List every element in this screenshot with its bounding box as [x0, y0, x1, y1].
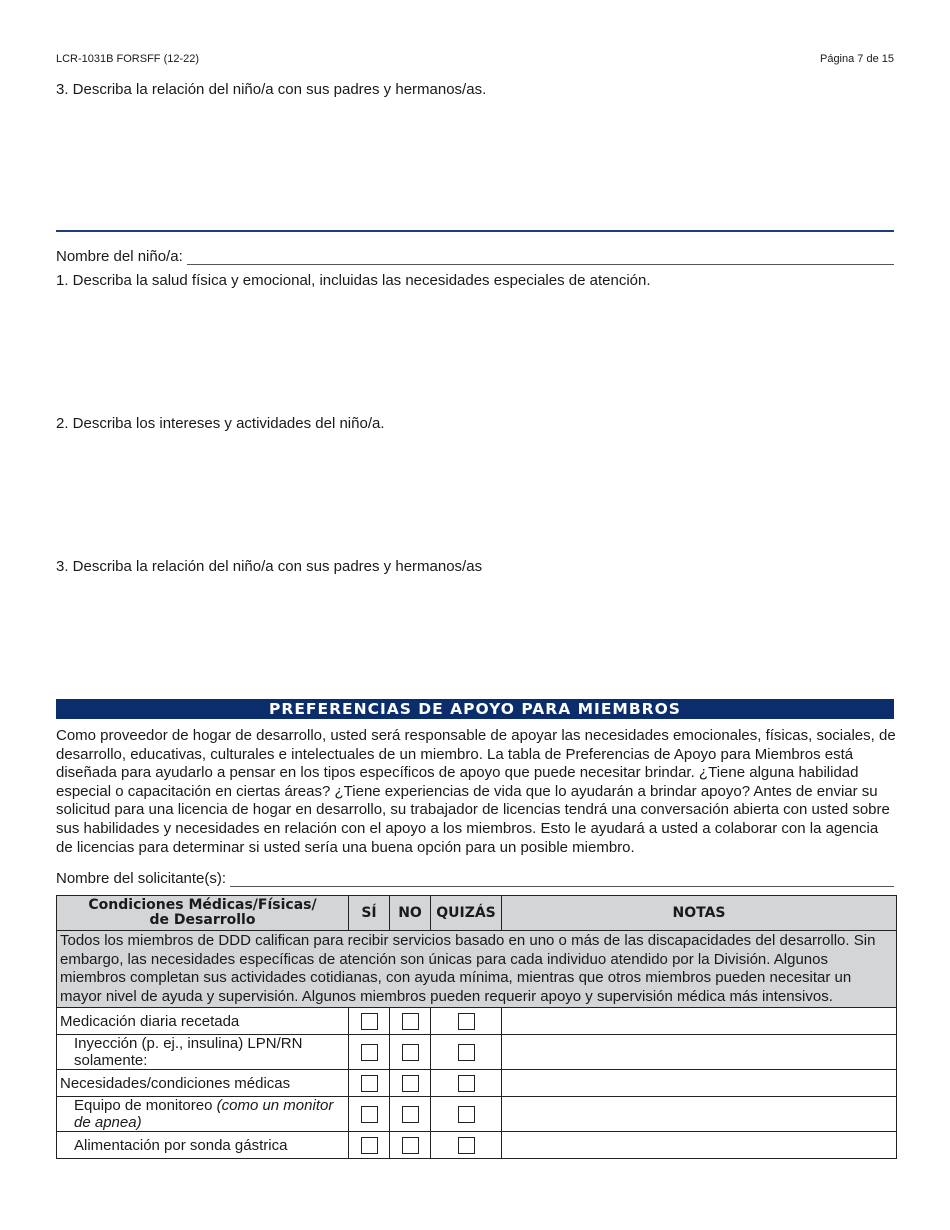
yes-checkbox[interactable]	[361, 1013, 378, 1030]
yes-checkbox[interactable]	[361, 1137, 378, 1154]
notes-cell[interactable]	[502, 1097, 897, 1132]
row-label-note: (como un monitor de apnea)	[74, 1097, 334, 1132]
maybe-checkbox[interactable]	[458, 1044, 475, 1061]
child-name-label: Nombre del niño/a:	[56, 248, 183, 265]
table-row	[57, 1070, 897, 1097]
maybe-checkbox[interactable]	[458, 1137, 475, 1154]
yes-checkbox[interactable]	[361, 1075, 378, 1092]
row-label: Equipo de monitoreo	[74, 1097, 213, 1115]
child-question-2: 2. Describa los intereses y actividades del niño/a.	[56, 415, 385, 432]
no-checkbox[interactable]	[402, 1137, 419, 1154]
header-condition-line2: de Desarrollo	[149, 912, 256, 928]
yes-checkbox[interactable]	[361, 1044, 378, 1061]
top-question: 3. Describa la relación del niño/a con sus padres y hermanos/as.	[56, 81, 487, 98]
row-label: Necesidades/condiciones médicas	[57, 1070, 349, 1097]
applicant-name-label: Nombre del solicitante(s):	[56, 870, 227, 887]
no-checkbox[interactable]	[402, 1044, 419, 1061]
table-intro-text: Todos los miembros de DDD califican para recibir servicios basado en uno o más de las discapacidades del desarrollo. Sin embargo, las necesidades específicas de atención son únicas para cada individuo atendido por la División. Algunos miembros completan sus actividades cotidianas, con ayuda mínima, mientras que otros miembros pueden necesitar un mayor nivel de ayuda y supervisión. Algunos miembros pueden requerir apoyo y supervisión médica más intensivos.	[57, 931, 897, 1008]
notes-cell[interactable]	[502, 1132, 897, 1159]
table-row	[57, 1097, 897, 1132]
table-row	[57, 1008, 897, 1035]
table-intro-row	[57, 931, 897, 1008]
maybe-checkbox[interactable]	[458, 1106, 475, 1123]
notes-cell[interactable]	[502, 1008, 897, 1035]
notes-cell[interactable]	[502, 1035, 897, 1070]
yes-checkbox[interactable]	[361, 1106, 378, 1123]
header-condition	[57, 896, 349, 931]
child-name-field[interactable]	[187, 252, 894, 265]
row-label: Medicación diaria recetada	[57, 1008, 349, 1035]
page-number: Página 7 de 15	[819, 53, 894, 65]
child-name-row	[56, 248, 894, 265]
section-divider	[56, 230, 894, 232]
maybe-checkbox[interactable]	[458, 1013, 475, 1030]
applicant-name-field[interactable]	[230, 874, 894, 887]
child-question-1: 1. Describa la salud física y emocional, incluidas las necesidades especiales de atención.	[56, 272, 651, 289]
intro-paragraph: Como proveedor de hogar de desarrollo, usted será responsable de apoyar las necesidades emocionales, físicas, sociales, de desarrollo, educativas, culturales e intelectuales de un miembro. La tabla de Preferencias de Apoyo para Miembros está diseñada para ayudarlo a pensar en los tipos específicos de apoyo que puede necesitar brindar. ¿Tiene alguna habilidad especial o capacitación en ciertas áreas? ¿Tiene experiencias de vida que lo ayudarán a brindar apoyo? Antes de enviar su solicitud para una licencia de hogar en desarrollo, su trabajador de licencias tendrá una conversación abierta con usted sobre sus habilidades y necesidades en relación con el apoyo a los miembros. Esto le ayudará a usted a colaborar con la agencia de licencias para determinar si usted sería una buena opción para un posible miembro.	[56, 727, 896, 856]
no-checkbox[interactable]	[402, 1013, 419, 1030]
maybe-checkbox[interactable]	[458, 1075, 475, 1092]
row-label: Inyección (p. ej., insulina) LPN/RN solamente:	[57, 1035, 349, 1070]
row-label-cell	[57, 1097, 349, 1132]
header-condition-line1: Condiciones Médicas/Físicas/	[88, 897, 317, 913]
applicant-name-row	[56, 870, 894, 887]
row-label: Alimentación por sonda gástrica	[57, 1132, 349, 1159]
header-notes: NOTAS	[502, 896, 897, 931]
section-banner: PREFERENCIAS DE APOYO PARA MIEMBROS	[56, 699, 894, 719]
support-preferences-table	[56, 895, 897, 1159]
table-row	[57, 1035, 897, 1070]
header-maybe: QUIZÁS	[431, 896, 502, 931]
header-no: NO	[390, 896, 431, 931]
form-id: LCR-1031B FORSFF (12-22)	[56, 53, 200, 65]
table-header-row	[57, 896, 897, 931]
notes-cell[interactable]	[502, 1070, 897, 1097]
no-checkbox[interactable]	[402, 1106, 419, 1123]
header-yes: SÍ	[349, 896, 390, 931]
no-checkbox[interactable]	[402, 1075, 419, 1092]
child-question-3: 3. Describa la relación del niño/a con sus padres y hermanos/as	[56, 558, 483, 575]
table-row	[57, 1132, 897, 1159]
